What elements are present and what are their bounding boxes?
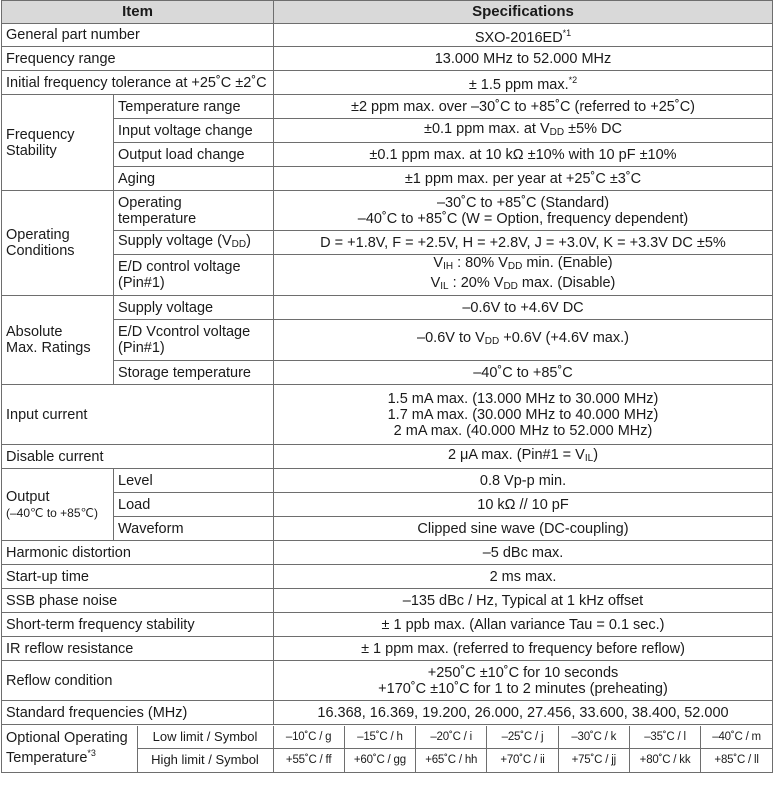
optional-group-label (2, 726, 137, 772)
harmonic-value: –5 dBc max. (274, 541, 773, 565)
init-tol-note: *2 (568, 75, 578, 85)
output-waveform-label: Waveform (114, 517, 274, 541)
table-row (2, 661, 773, 701)
op-temp-value: –30˚C to +85˚C (Standard) –40˚C to +85˚C (W = Option, frequency dependent) (274, 191, 773, 231)
optional-low-row (2, 726, 772, 749)
optional-high-cell: +85˚C / ll (701, 749, 772, 772)
output-group-sub: (–40℃ to +85℃) (6, 505, 98, 520)
table-row (2, 119, 773, 143)
optional-high-cell: +70˚C / ii (487, 749, 558, 772)
freq-range-label: Frequency range (2, 47, 274, 71)
ed-l2-a: V (430, 275, 441, 291)
table-row (2, 167, 773, 191)
output-level-label: Level (114, 469, 274, 493)
table-row (2, 445, 773, 469)
stability-load-value: ±0.1 ppm max. at 10 kΩ ±10% with 10 pF ±10% (274, 143, 773, 167)
output-load-value: 10 kΩ // 10 pF (274, 493, 773, 517)
ed-control-label: E/D control voltage (Pin#1) (114, 255, 274, 296)
disable-current-label: Disable current (2, 445, 274, 469)
input-current-value: 1.5 mA max. (13.000 MHz to 30.000 MHz) 1.7 mA max. (30.000 MHz to 40.000 MHz) 2 mA max. (40.000 MHz to 52.000 MHz) (274, 385, 773, 445)
ed-l2-c: max. (Disable) (517, 275, 616, 291)
ir-reflow-label: IR reflow resistance (2, 637, 274, 661)
ssb-label: SSB phase noise (2, 589, 274, 613)
table-row (2, 95, 773, 119)
abs-storage-value: –40˚C to +85˚C (274, 361, 773, 385)
supply-voltage-label (114, 231, 274, 255)
table-row (2, 493, 773, 517)
stability-temp-label: Temperature range (114, 95, 274, 119)
ed-l1-sub2: DD (507, 261, 523, 272)
abs-ed-sub: DD (484, 336, 500, 347)
short-term-value: ± 1 ppb max. (Allan variance Tau = 0.1 sec.) (274, 613, 773, 637)
optional-low-cell: –10˚C / g (273, 726, 344, 749)
optional-low-cell: –40˚C / m (701, 726, 772, 749)
table-row (2, 296, 773, 320)
item-header: Item (2, 1, 274, 24)
std-freq-label: Standard frequencies (MHz) (2, 701, 274, 725)
optional-high-cell: +60˚C / gg (344, 749, 415, 772)
stability-input-text-b: ±5% DC (564, 120, 622, 137)
startup-value: 2 ms max. (274, 565, 773, 589)
table-row (2, 143, 773, 167)
table-row (2, 613, 773, 637)
table-row (2, 701, 773, 725)
optional-high-cell: +75˚C / jj (558, 749, 629, 772)
harmonic-label: Harmonic distortion (2, 541, 274, 565)
ed-enable-line (278, 255, 768, 275)
supply-label-a: Supply voltage (V (118, 232, 232, 249)
op-temp-label: Operating temperature (114, 191, 274, 231)
part-number-value (274, 24, 773, 47)
stability-group-label: Frequency Stability (2, 95, 114, 191)
optional-high-cell: +80˚C / kk (629, 749, 700, 772)
output-level-value: 0.8 Vp-p min. (274, 469, 773, 493)
operating-group-label: Operating Conditions (2, 191, 114, 296)
abs-ed-label: E/D Vcontrol voltage (Pin#1) (114, 320, 274, 361)
optional-low-cell: –35˚C / l (629, 726, 700, 749)
optional-temp-cell (2, 725, 773, 773)
specifications-header: Specifications (274, 1, 773, 24)
table-row (2, 725, 773, 773)
part-number-label: General part number (2, 24, 274, 47)
stability-input-sub: DD (549, 126, 565, 138)
ir-reflow-value: ± 1 ppm max. (referred to frequency before reflow) (274, 637, 773, 661)
abs-ed-a: –0.6V to V (417, 330, 485, 346)
table-row (2, 565, 773, 589)
table-row (2, 231, 773, 255)
optional-high-label: High limit / Symbol (137, 749, 273, 772)
output-load-label: Load (114, 493, 274, 517)
optional-temp-table (2, 726, 772, 772)
optional-low-cell: –25˚C / j (487, 726, 558, 749)
table-row (2, 71, 773, 95)
part-number-note: *1 (562, 27, 572, 38)
abs-supply-value: –0.6V to +4.6V DC (274, 296, 773, 320)
header-row (2, 1, 773, 24)
table-row (2, 191, 773, 231)
input-current-label: Input current (2, 385, 274, 445)
absolute-group-label: Absolute Max. Ratings (2, 296, 114, 385)
table-row (2, 255, 773, 296)
std-freq-value: 16.368, 16.369, 19.200, 26.000, 27.456, 33.600, 38.400, 52.000 (274, 701, 773, 725)
ed-l1-b: : 80% V (453, 255, 508, 271)
stability-aging-value: ±1 ppm max. per year at +25˚C ±3˚C (274, 167, 773, 191)
optional-group-note: *3 (87, 748, 96, 758)
stability-temp-value: ±2 ppm max. over –30˚C to +85˚C (referred to +25˚C) (274, 95, 773, 119)
init-tol-label: Initial frequency tolerance at +25˚C ±2˚C (2, 71, 274, 95)
optional-high-cell: +55˚C / ff (273, 749, 344, 772)
optional-low-cell: –20˚C / i (416, 726, 487, 749)
output-group-title: Output (6, 488, 50, 505)
table-row (2, 541, 773, 565)
optional-low-cell: –30˚C / k (558, 726, 629, 749)
table-row (2, 361, 773, 385)
table-row (2, 320, 773, 361)
optional-high-cell: +65˚C / hh (416, 749, 487, 772)
table-row (2, 589, 773, 613)
table-row (2, 637, 773, 661)
ed-l1-c: min. (Enable) (522, 255, 613, 271)
abs-storage-label: Storage temperature (114, 361, 274, 385)
reflow-label: Reflow condition (2, 661, 274, 701)
stability-input-text-a: ±0.1 ppm max. at V (424, 120, 550, 137)
output-waveform-value: Clipped sine wave (DC-coupling) (274, 517, 773, 541)
disable-current-a: 2 μA max. (Pin#1 = V (447, 446, 585, 463)
optional-group-text: Optional Operating Temperature (6, 730, 128, 766)
disable-current-sub: IL (584, 452, 594, 464)
init-tol-value (274, 71, 773, 95)
abs-supply-label: Supply voltage (114, 296, 274, 320)
optional-low-label: Low limit / Symbol (137, 726, 273, 749)
supply-voltage-value: D = +1.8V, F = +2.5V, H = +2.8V, J = +3.0V, K = +3.3V DC ±5% (274, 231, 773, 255)
table-row (2, 385, 773, 445)
table-row (2, 517, 773, 541)
output-group-label (2, 469, 114, 541)
abs-ed-b: +0.6V (+4.6V max.) (499, 330, 629, 346)
short-term-label: Short-term frequency stability (2, 613, 274, 637)
table-row (2, 24, 773, 47)
supply-label-sub: DD (231, 238, 247, 250)
init-tol-text: ± 1.5 ppm max. (468, 77, 569, 93)
optional-low-cell: –15˚C / h (344, 726, 415, 749)
table-row (2, 469, 773, 493)
supply-label-b: ) (246, 232, 251, 249)
table-row (2, 47, 773, 71)
ed-control-value (274, 255, 773, 296)
disable-current-b: ) (593, 446, 599, 463)
ed-l2-sub: IL (440, 281, 449, 292)
freq-range-value: 13.000 MHz to 52.000 MHz (274, 47, 773, 71)
spec-table (1, 0, 773, 773)
startup-label: Start-up time (2, 565, 274, 589)
ed-l2-sub2: DD (503, 281, 518, 292)
abs-ed-value (274, 320, 773, 361)
reflow-value: +250˚C ±10˚C for 10 seconds +170˚C ±10˚C for 1 to 2 minutes (preheating) (274, 661, 773, 701)
stability-load-label: Output load change (114, 143, 274, 167)
disable-current-value (274, 445, 773, 469)
stability-input-value (274, 119, 773, 143)
ssb-value: –135 dBc / Hz, Typical at 1 kHz offset (274, 589, 773, 613)
ed-l1-sub: IH (443, 261, 454, 272)
ed-disable-line (278, 275, 768, 295)
ed-l1-a: V (433, 255, 444, 271)
part-number-text: SXO-2016ED (474, 29, 563, 46)
stability-aging-label: Aging (114, 167, 274, 191)
ed-l2-b: : 20% V (448, 275, 504, 291)
stability-input-label: Input voltage change (114, 119, 274, 143)
